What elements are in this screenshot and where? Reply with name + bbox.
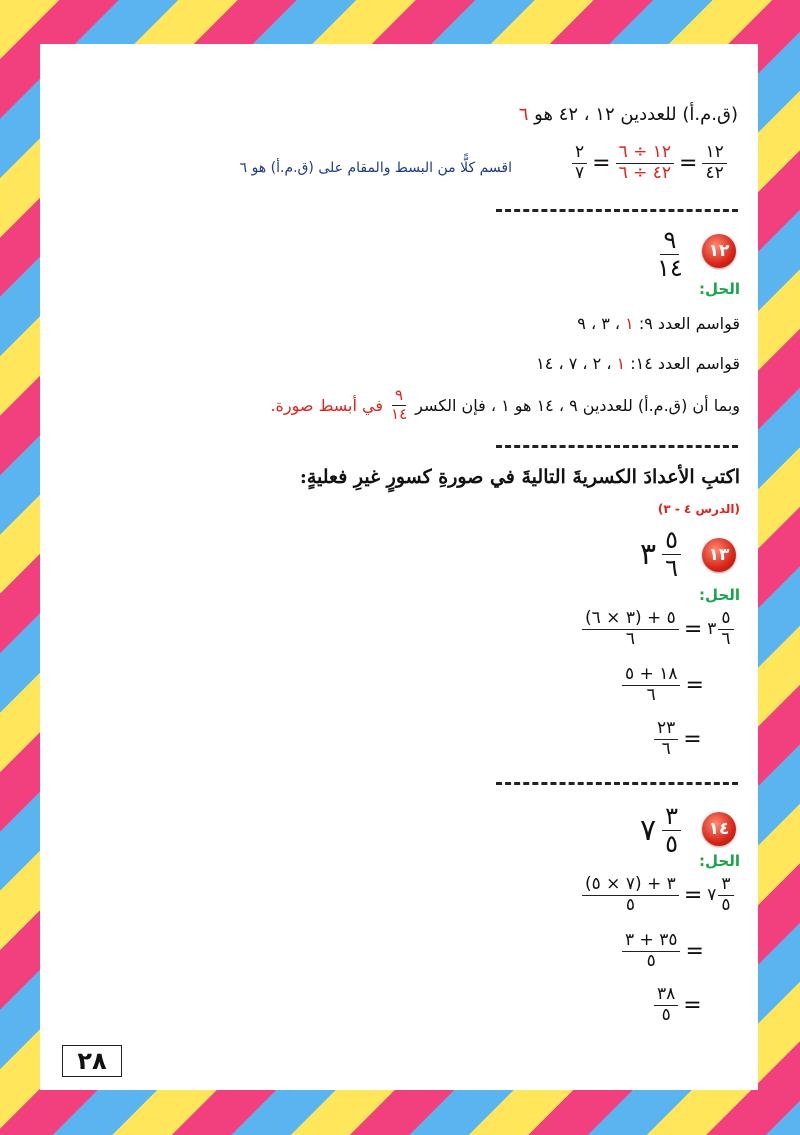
conclusion-fraction: $\frac{٩}{١٤}$ xyxy=(391,386,408,423)
divider xyxy=(496,209,738,212)
problem-number-badge: ١٣ xyxy=(702,538,736,572)
gcd-value: ٦ xyxy=(518,104,529,125)
divider xyxy=(496,445,738,448)
simplify-equation: $\frac{٢}{٧}$ = $\frac{١٢ \div ٦}{٤٢ \div ٦}$ = $\frac{١٢}{٤٢}$ xyxy=(572,144,727,183)
solution-step-1: $\frac{(٣ \times ٦) + ٥}{٦}$ = ٣ $\frac{٥}{٦}$ xyxy=(582,610,734,649)
problem-number-badge: ١٢ xyxy=(702,234,736,268)
solution-label: الحل: xyxy=(699,852,740,870)
factors-of-9: قواسم العدد ٩: ١ ، ٣ ، ٩ xyxy=(577,314,740,333)
solution-label: الحل: xyxy=(699,280,740,298)
conclusion-line: وبما أن (ق.م.أ) للعددين ٩ ، ١٤ هو ١ ، فإن الكسر $\frac{٩}{١٤}$ في أبسط صورة. xyxy=(270,386,740,423)
divider xyxy=(496,782,738,785)
solution-step-2: $\frac{٣٥ + ٣}{٥}$ = xyxy=(622,932,709,971)
solution-label: الحل: xyxy=(699,586,740,604)
section-instruction: اكتبِ الأعدادَ الكسريةَ التاليةَ في صورةِ كسورٍ غيرِ فعليةٍ: xyxy=(299,466,740,488)
solution-step-2: $\frac{١٨ + ٥}{٦}$ = xyxy=(622,666,709,705)
equation-fraction-result: $\frac{٢}{٧}$ xyxy=(572,144,587,183)
mixed-number: ٣ $\frac{٥}{٦}$ xyxy=(640,528,681,581)
problem-fraction: $\frac{٩}{١٤}$ xyxy=(657,226,683,283)
gcd-statement: (ق.م.أ) للعددين ١٢ ، ٤٢ هو xyxy=(534,104,738,125)
mixed-number: ٧ $\frac{٣}{٥}$ xyxy=(640,804,681,857)
problem-number-badge: ١٤ xyxy=(702,812,736,846)
gcd-statement-line xyxy=(519,104,738,125)
divide-note: اقسم كلًّا من البسط والمقام على (ق.م.أ) هو ٦ xyxy=(239,160,512,176)
page-number: ٢٨ xyxy=(62,1045,122,1077)
equation-fraction-original: $\frac{١٢}{٤٢}$ xyxy=(702,144,726,183)
worksheet-page xyxy=(40,44,758,1090)
solution-step-3: $\frac{٢٣}{٦}$ = xyxy=(654,720,707,759)
lesson-reference: (الدرس ٤ - ٣) xyxy=(657,502,740,516)
solution-step-1: $\frac{(٧ \times ٥) + ٣}{٥}$ = ٧ $\frac{٣}{٥}$ xyxy=(582,876,734,915)
factors-of-14: قواسم العدد ١٤: ١ ، ٢ ، ٧ ، ١٤ xyxy=(536,354,740,373)
solution-step-3: $\frac{٣٨}{٥}$ = xyxy=(654,986,707,1025)
equation-fraction-division: $\frac{١٢ \div ٦}{٤٢ \div ٦}$ xyxy=(616,144,674,183)
